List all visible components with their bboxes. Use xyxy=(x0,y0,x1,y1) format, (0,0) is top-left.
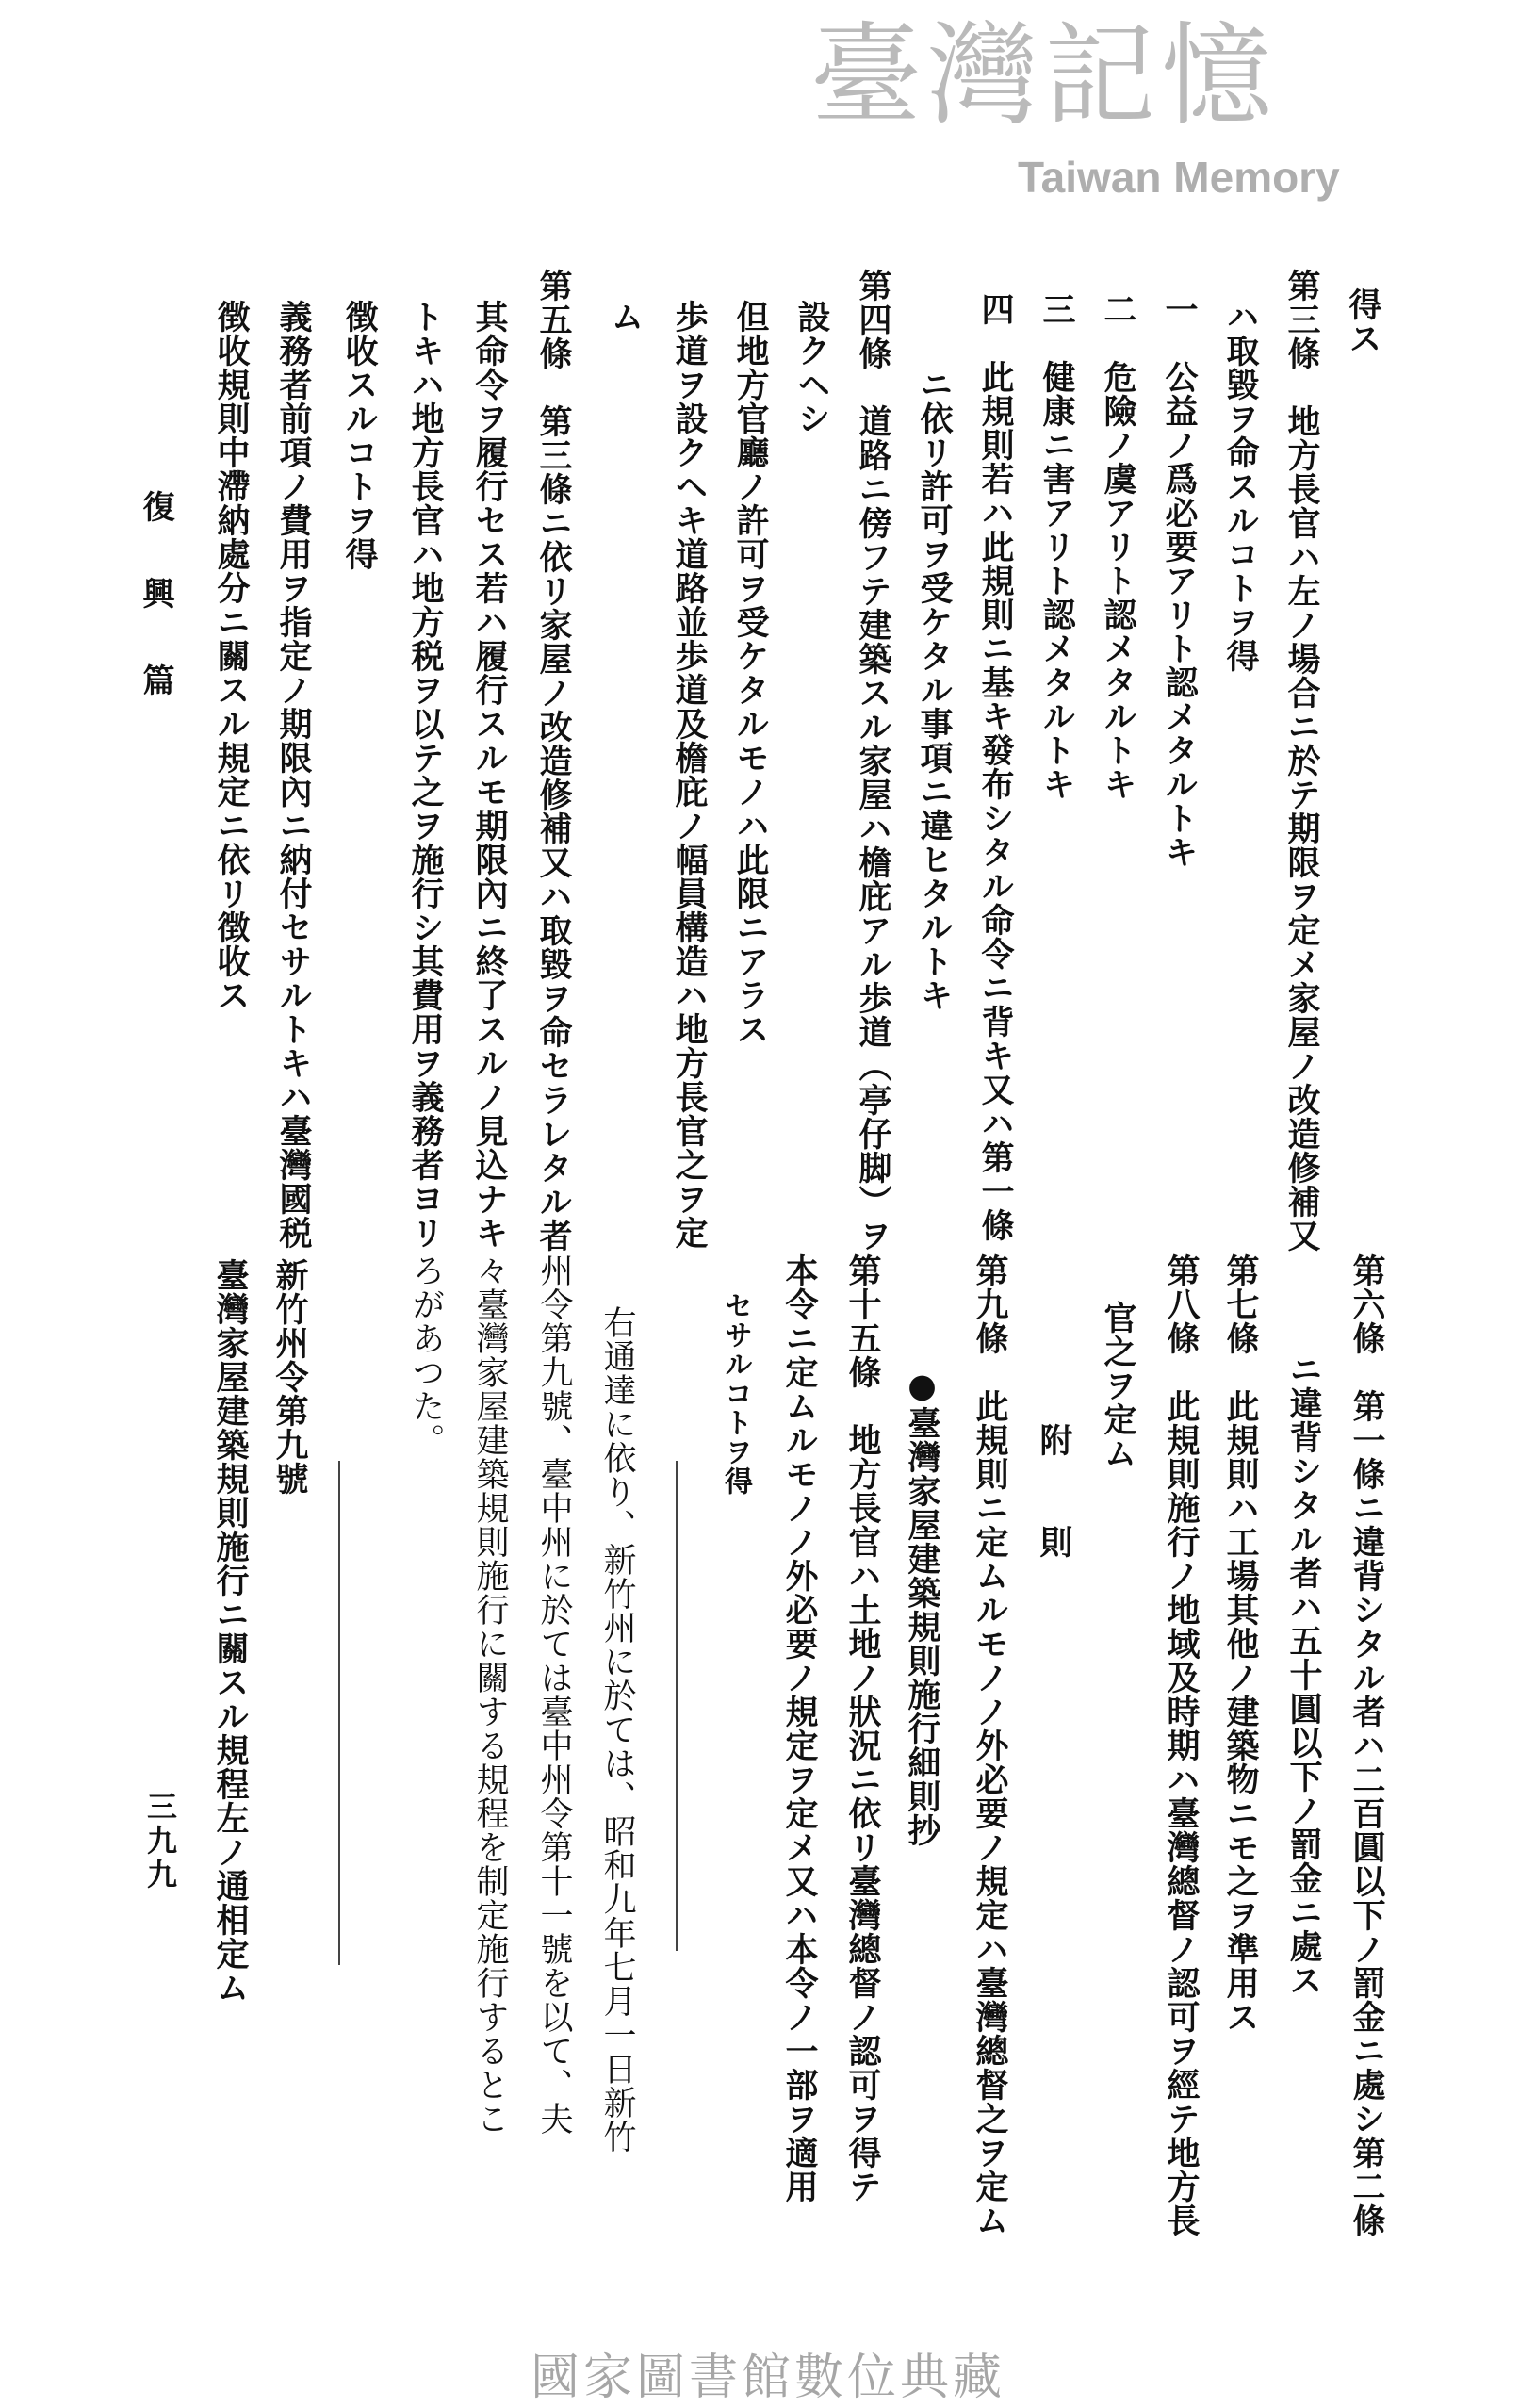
text-column: 義務者前項ノ費用ヲ指定ノ期限內ニ納付セサルトキハ臺灣國税 xyxy=(274,300,313,1250)
list-item: 一 公益ノ爲必要アリト認メタルトキ xyxy=(1160,292,1199,869)
narrative-paragraph: ろがあつた。 xyxy=(407,1253,445,1457)
text-column: セサルコトヲ得 xyxy=(719,1291,752,1496)
text-column: 官之ヲ定ム xyxy=(1099,1301,1137,1470)
text-column: 臺灣家屋建築規則施行ニ關スル規程左ノ通相定ム xyxy=(211,1258,250,2005)
article-3-heading: 第三條 地方長官ハ左ノ場合ニ於テ期限ヲ定メ家屋ノ改造修補又 xyxy=(1283,269,1321,1253)
taiwan-memory-watermark-logo: 臺灣記憶 xyxy=(810,10,1279,140)
supplementary-provisions-heading: 附 則 xyxy=(1035,1423,1073,1559)
article-5-heading: 第五條 第三條ニ依リ家屋ノ改造修補又ハ取毀ヲ命セラレタル者 xyxy=(534,269,573,1253)
library-watermark: 國家圖書館數位典藏 xyxy=(530,2350,1005,2406)
divider-line xyxy=(676,1461,678,1951)
divider-line xyxy=(338,1461,340,1965)
text-column: 徴收規則中滯納處分ニ關スル規定ニ依リ徴收ス xyxy=(212,300,251,1012)
text-column: 得ス xyxy=(1344,287,1382,355)
text-column: トキハ地方長官ハ地方税ヲ以テ之ヲ施行シ其費用ヲ義務者ヨリ xyxy=(406,300,445,1250)
page-header-section-title: 復興篇 xyxy=(137,490,174,750)
ordinance-title: 新竹州令第九號 xyxy=(270,1258,309,1496)
text-column: 歩道ヲ設クヘキ道路並歩道及檐庇ノ幅員構造ハ地方長官之ヲ定 xyxy=(670,300,709,1250)
article-6-heading: 第六條 第一條ニ違背シタル者ハ二百圓以下ノ罰金ニ處シ第二條 xyxy=(1348,1253,1386,2237)
list-item: 四 此規則若ハ此規則ニ基キ發布シタル命令ニ背キ又ハ第一條 xyxy=(976,292,1015,1242)
text-column: 但地方官廳ノ許可ヲ受ケタルモノハ此限ニアラス xyxy=(731,300,770,1046)
page-number: 三九九 xyxy=(142,1791,178,1892)
text-column: 本令ニ定ムルモノノ外必要ノ規定ヲ定メ又ハ本令ノ一部ヲ適用 xyxy=(780,1253,819,2203)
text-column: 徴收スルコトヲ得 xyxy=(340,300,379,571)
article-15-heading: 第十五條 地方長官ハ土地ノ狀況ニ依リ臺灣總督ノ認可ヲ得テ xyxy=(843,1253,882,2203)
text-column: ム xyxy=(606,300,645,334)
section-heading-enforcement-rules: ●臺灣家屋建築規則施行細則抄 xyxy=(903,1367,941,1847)
text-column: ハ取毀ヲ命スルコトヲ得 xyxy=(1221,300,1260,673)
taiwan-memory-watermark-text: Taiwan Memory xyxy=(1018,153,1340,202)
text-column: ニ依リ許可ヲ受ケタル事項ニ違ヒタルトキ xyxy=(915,368,954,1012)
text-column: 設クヘシ xyxy=(793,300,831,435)
narrative-paragraph: 州令第九號、臺中州に於ては臺中州令第十一號を以て、夫 xyxy=(535,1253,573,2136)
article-4-heading: 第四條 道路ニ傍フテ建築スル家屋ハ檐庇アル歩道（亭仔脚）ヲ xyxy=(854,269,892,1253)
article-8-heading: 第八條 此規則施行ノ地域及時期ハ臺灣總督ノ認可ヲ經テ地方長 xyxy=(1162,1253,1201,2237)
article-7-heading: 第七條 此規則ハ工場其他ノ建築物ニモ之ヲ準用ス xyxy=(1221,1253,1260,2034)
list-item: 二 危險ノ虞アリト認メタルトキ xyxy=(1099,292,1137,801)
list-item: 三 健康ニ害アリト認メタルトキ xyxy=(1038,292,1076,801)
text-column: 其命令ヲ履行セス若ハ履行スルモ期限內ニ終了スルノ見込ナキ xyxy=(470,300,509,1250)
article-9-heading: 第九條 此規則ニ定ムルモノノ外必要ノ規定ハ臺灣總督之ヲ定ム xyxy=(971,1253,1009,2237)
narrative-paragraph: 々臺灣家屋建築規則施行に關する規程を制定施行するとこ xyxy=(471,1253,509,2136)
text-column: ニ違背シタル者ハ五十圓以下ノ罰金ニ處ス xyxy=(1284,1352,1323,1997)
narrative-paragraph: 右通達に依り、新竹州に於ては、昭和九年七月一日新竹 xyxy=(598,1305,636,2154)
